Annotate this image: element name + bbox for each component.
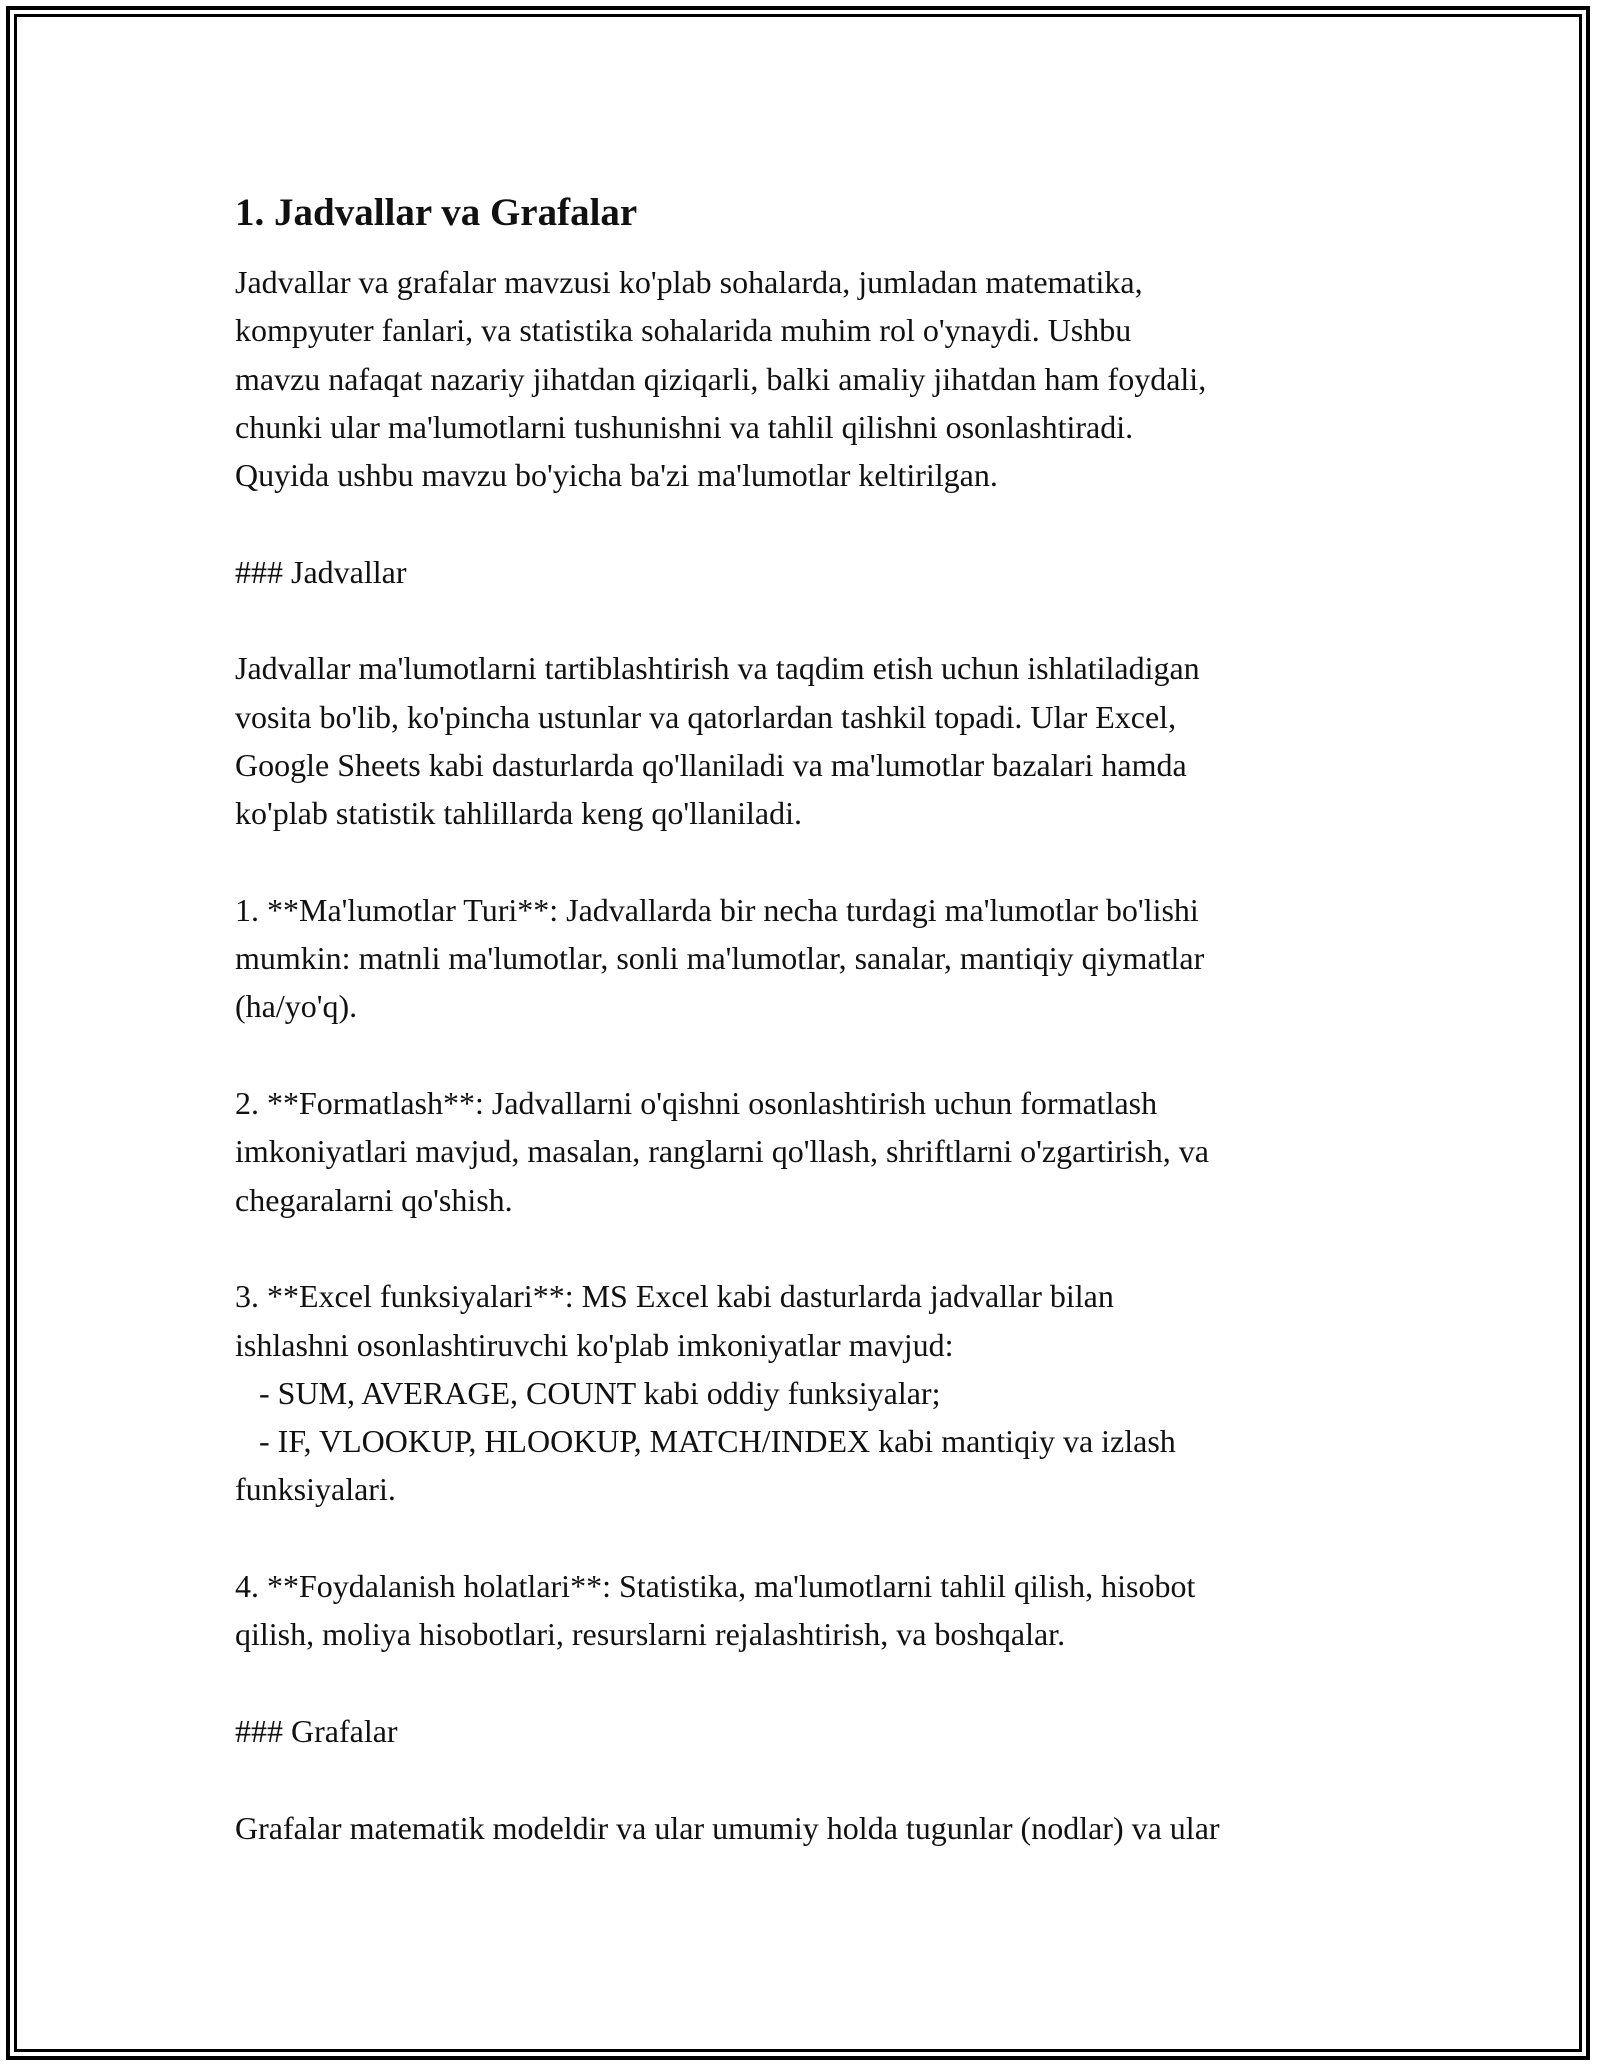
intro-paragraph: Jadvallar va grafalar mavzusi ko'plab sohalarda, jumladan matematika, kompyuter fanlari, va statistika sohalarida muhim rol o'ynaydi. Ushbu mavzu nafaqat nazariy jihatdan qiziqarli, balki amaliy jihatdan ham foydali, chunki ular ma'lumotlarni tushunishni va tahlil qilishni osonlashtiradi. Quyida ushbu mavzu bo'yicha ba'zi ma'lumotlar keltirilgan.: [235, 264, 1207, 494]
section-heading-grafalar: ### Grafalar: [235, 1712, 398, 1749]
list-item-excel-functions: 3. **Excel funksiyalari**: MS Excel kabi dasturlarda jadvallar bilan ishlashni osonlashtiruvchi ko'plab imkoniyatlar mavjud: - SUM, AVERAGE, COUNT kabi oddiy funksiyalar; - IF, VLOOKUP, HLOOKUP, MATCH/INDEX kabi mantiqiy va izlash funksiyalari.: [235, 1278, 1176, 1508]
document-title: 1. Jadvallar va Grafalar: [235, 191, 638, 234]
list-item-formatting: 2. **Formatlash**: Jadvallarni o'qishni osonlashtirish uchun formatlash imkoniyatlari mavjud, masalan, ranglarni qo'llash, shriftlarni o'zgartirish, va chegaralarni qo'shish.: [235, 1085, 1209, 1218]
section-heading-jadvallar: ### Jadvallar: [235, 553, 407, 590]
grafalar-description: Grafalar matematik modeldir va ular umumiy holda tugunlar (nodlar) va ular: [235, 1809, 1220, 1846]
jadvallar-description: Jadvallar ma'lumotlarni tartiblashtirish va taqdim etish uchun ishlatiladigan vosita bo'lib, ko'pincha ustunlar va qatorlardan tashkil topadi. Ular Excel, Google Sheets kabi dasturlarda qo'llaniladi va ma'lumotlar bazalari hamda ko'plab statistik tahlillarda keng qo'llaniladi.: [235, 650, 1200, 832]
list-item-data-types: 1. **Ma'lumotlar Turi**: Jadvallarda bir necha turdagi ma'lumotlar bo'lishi mumkin: matnli ma'lumotlar, sonli ma'lumotlar, sanalar, mantiqiy qiymatlar (ha/yo'q).: [235, 891, 1205, 1025]
list-item-use-cases: 4. **Foydalanish holatlari**: Statistika, ma'lumotlarni tahlil qilish, hisobot qilish, moliya hisobotlari, resurslarni rejalashtirish, va boshqalar.: [235, 1568, 1196, 1653]
document-body: [235, 186, 1385, 1852]
